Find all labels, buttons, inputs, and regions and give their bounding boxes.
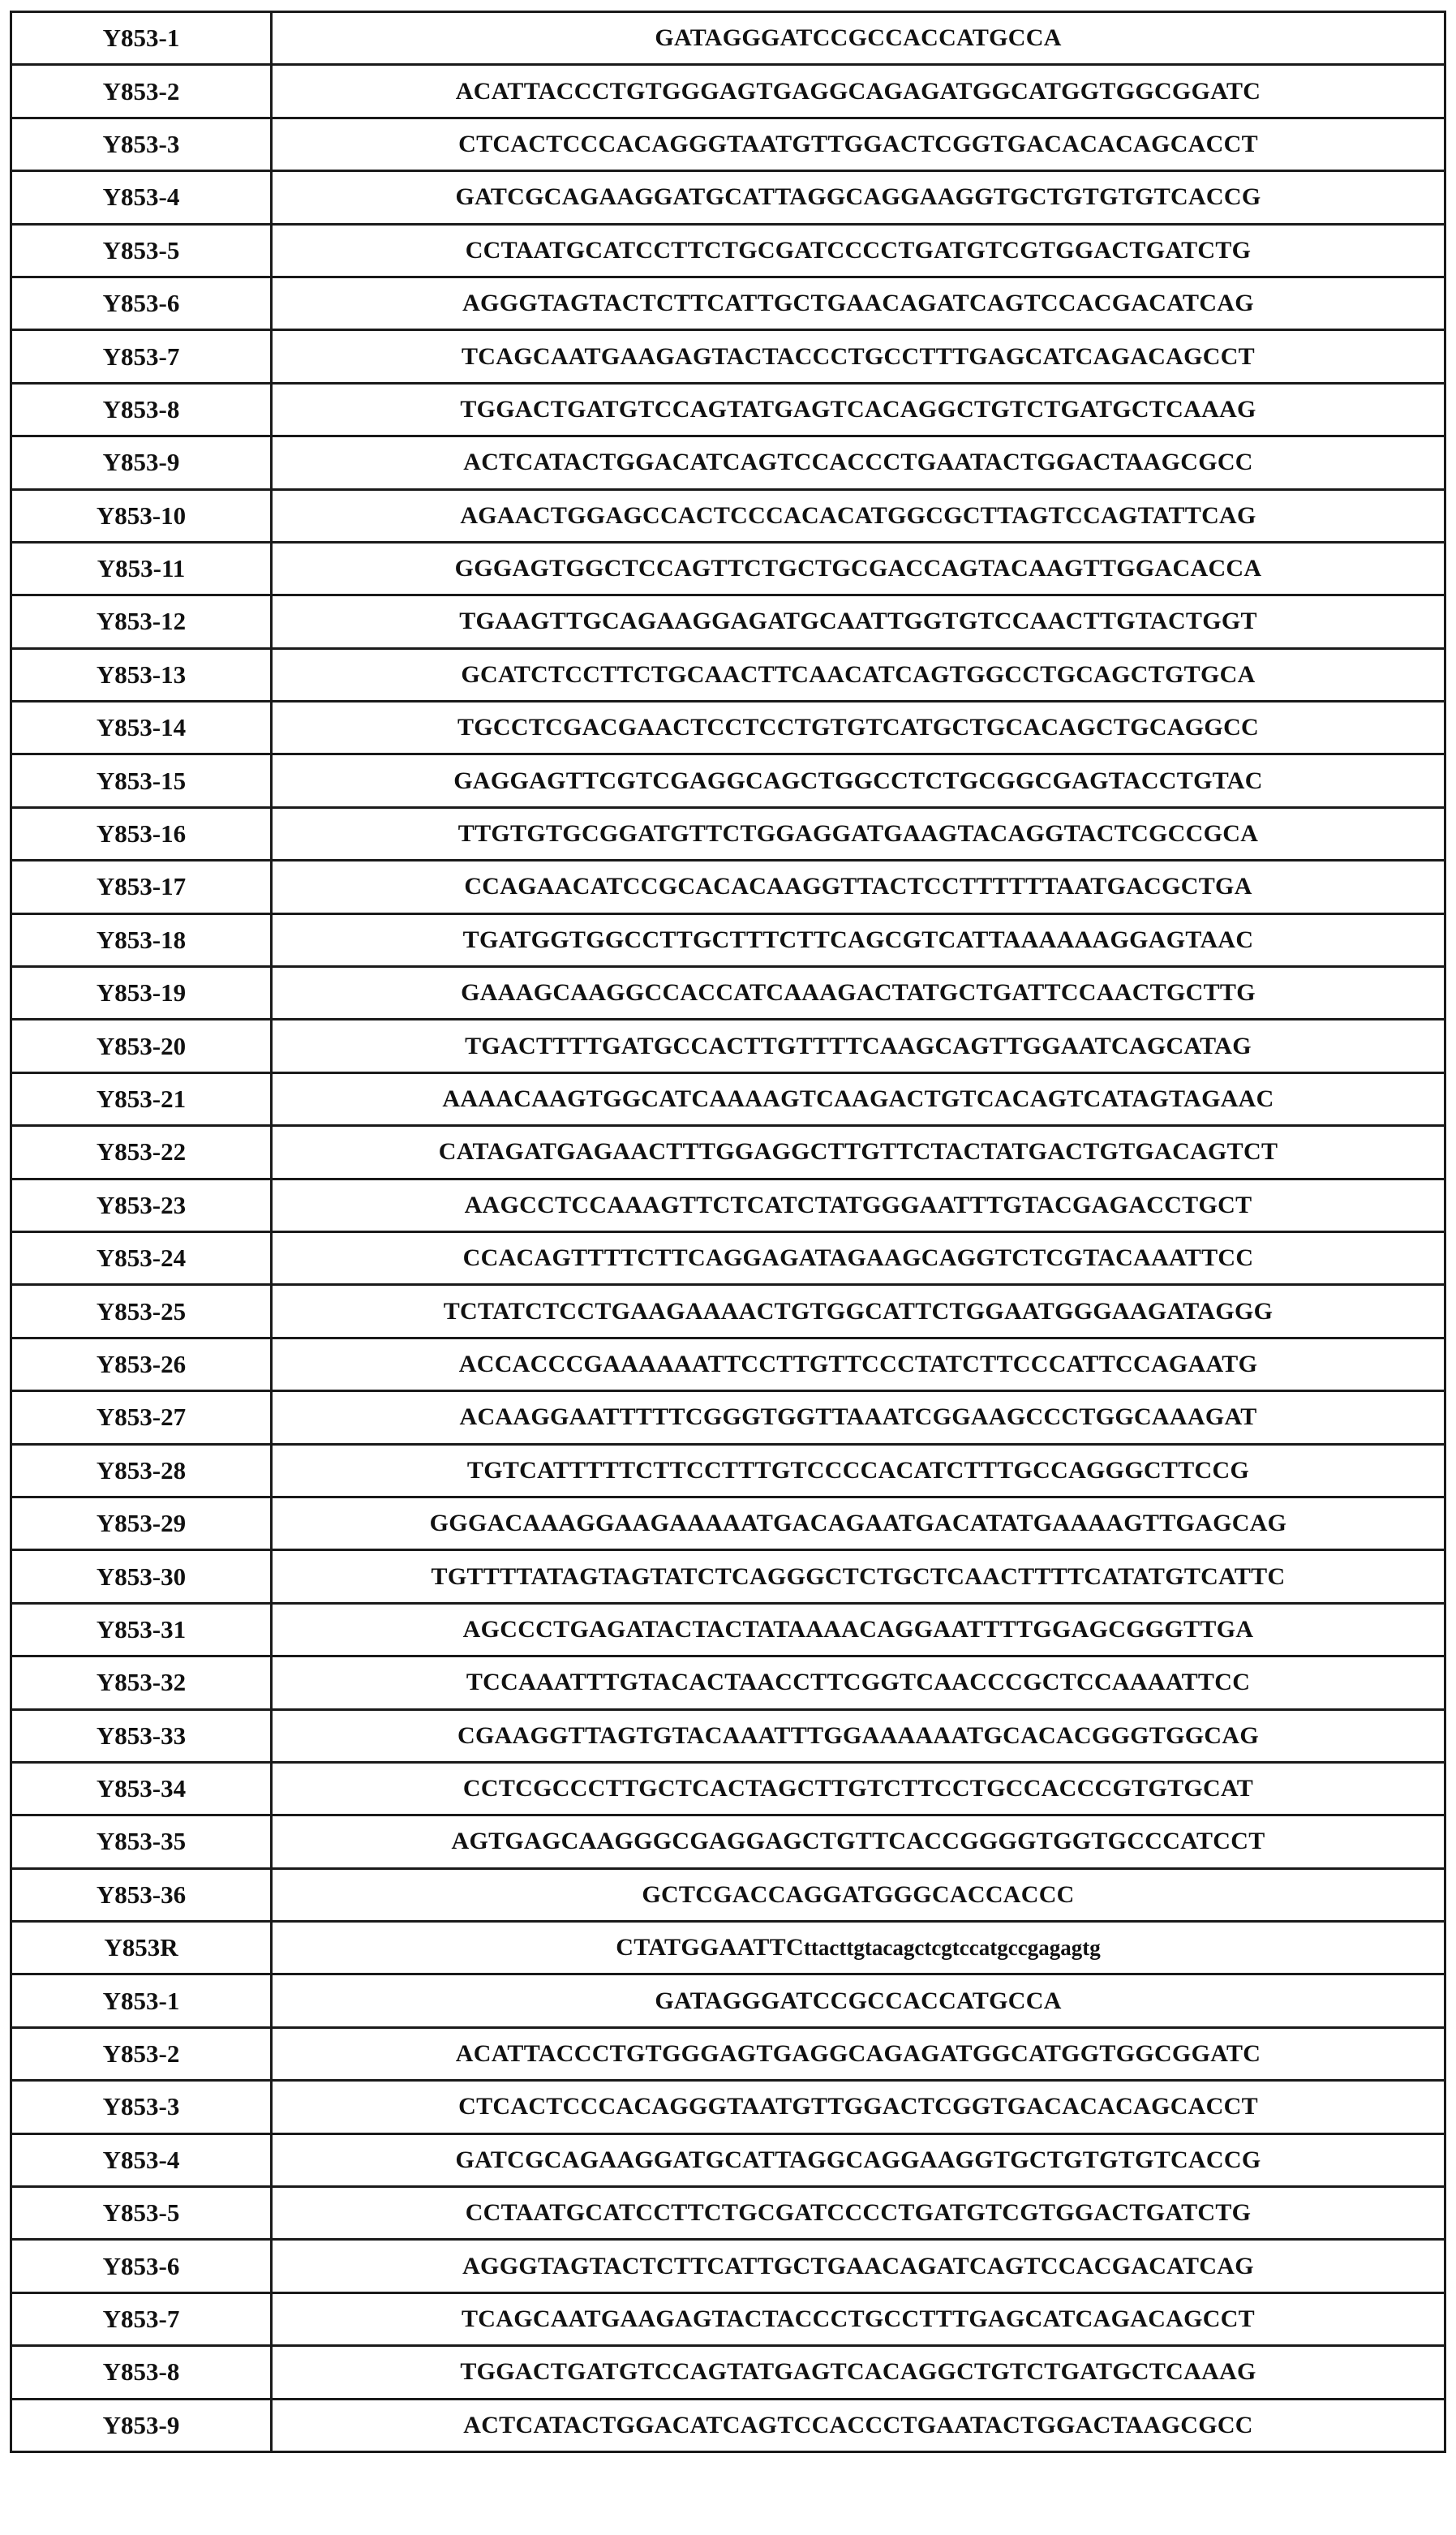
table-row	[11, 224, 1445, 277]
primer-sequence-cell	[272, 1709, 1445, 1762]
table-row	[11, 1338, 1445, 1390]
primer-sequence-cell	[272, 913, 1445, 966]
table-row	[11, 595, 1445, 648]
sequence-text: TCAGCAATGAAGAGTACTACCCTGCCTTTGAGCATCAGACAGCCT	[462, 342, 1255, 370]
primer-name-cell: Y853-1	[11, 12, 272, 65]
table-row	[11, 967, 1445, 1020]
table-row	[11, 489, 1445, 542]
sequence-lowercase-text: ttacttgtacagctcgtccatgccgagagtg	[803, 1936, 1101, 1961]
sequence-text: GCTCGACCAGGATGGGCACCACCC	[642, 1880, 1075, 1908]
primer-name-cell: Y853-7	[11, 2292, 272, 2345]
sequence-text: GGGAGTGGCTCCAGTTCTGCTGCGACCAGTACAAGTTGGACACCA	[454, 555, 1262, 582]
sequence-text: ACTCATACTGGACATCAGTCCACCCTGAATACTGGACTAAGCGCC	[463, 449, 1253, 476]
primer-sequence-cell	[272, 1603, 1445, 1656]
table-row	[11, 542, 1445, 595]
primer-sequence-cell	[272, 12, 1445, 65]
table-row	[11, 12, 1445, 65]
primer-sequence-cell	[272, 542, 1445, 595]
primer-name-cell: Y853-2	[11, 65, 272, 118]
primer-name-cell: Y853-28	[11, 1444, 272, 1497]
table-row	[11, 2027, 1445, 2080]
table-row	[11, 754, 1445, 807]
primer-sequence-cell	[272, 1179, 1445, 1231]
sequence-text: GATAGGGATCCGCCACCATGCCA	[655, 24, 1062, 52]
primer-name-cell: Y853R	[11, 1922, 272, 1974]
sequence-text: TCTATCTCCTGAAGAAAACTGTGGCATTCTGGAATGGGAAGATAGGG	[443, 1297, 1273, 1325]
primer-name-cell: Y853-6	[11, 2240, 272, 2292]
sequence-text: TTGTGTGCGGATGTTCTGGAGGATGAAGTACAGGTACTCGCCGCA	[457, 820, 1259, 848]
sequence-text: CTATGGAATTC	[616, 1934, 804, 1961]
primer-sequence-cell	[272, 1922, 1445, 1974]
primer-name-cell: Y853-34	[11, 1762, 272, 1815]
table-row	[11, 2240, 1445, 2292]
primer-sequence-cell	[272, 2027, 1445, 2080]
primer-name-cell: Y853-35	[11, 1815, 272, 1868]
table-row	[11, 277, 1445, 329]
primer-name-cell: Y853-5	[11, 2187, 272, 2240]
primer-sequence-cell	[272, 2292, 1445, 2345]
table-row	[11, 65, 1445, 118]
primer-name-cell: Y853-30	[11, 1550, 272, 1603]
sequence-text: CCACAGTTTTCTTCAGGAGATAGAAGCAGGTCTCGTACAAATTCC	[462, 1244, 1254, 1272]
table-row	[11, 1815, 1445, 1868]
table-row	[11, 2081, 1445, 2133]
table-row	[11, 118, 1445, 170]
primer-table-body	[11, 12, 1445, 2452]
primer-name-cell: Y853-1	[11, 1974, 272, 2027]
sequence-text: CTCACTCCCACAGGGTAATGTTGGACTCGGTGACACACAGCACCT	[458, 2093, 1258, 2120]
table-row	[11, 1072, 1445, 1125]
table-row	[11, 1868, 1445, 1921]
sequence-text: TGAAGTTGCAGAAGGAGATGCAATTGGTGTCCAACTTGTACTGGT	[459, 608, 1257, 635]
sequence-text: CCTCGCCCTTGCTCACTAGCTTGTCTTCCTGCCACCCGTGTGCAT	[462, 1775, 1254, 1802]
primer-name-cell: Y853-32	[11, 1656, 272, 1709]
table-row	[11, 1497, 1445, 1549]
sequence-text: GATCGCAGAAGGATGCATTAGGCAGGAAGGTGCTGTGTGTCACCG	[455, 183, 1261, 211]
table-row	[11, 1550, 1445, 1603]
sequence-text: TGTTTTATAGTAGTATCTCAGGGCTCTGCTCAACTTTTCATATGTCATTC	[431, 1562, 1286, 1590]
sequence-text: TGGACTGATGTCCAGTATGAGTCACAGGCTGTCTGATGCTCAAAG	[460, 395, 1256, 423]
primer-sequence-cell	[272, 967, 1445, 1020]
primer-name-cell: Y853-27	[11, 1391, 272, 1444]
table-row	[11, 1444, 1445, 1497]
table-row	[11, 1603, 1445, 1656]
primer-name-cell: Y853-3	[11, 118, 272, 170]
table-row	[11, 1391, 1445, 1444]
primer-sequence-table	[10, 11, 1446, 2453]
sequence-text: CGAAGGTTAGTGTACAAATTTGGAAAAAATGCACACGGGTGGCAG	[457, 1721, 1259, 1749]
sequence-text: ACTCATACTGGACATCAGTCCACCCTGAATACTGGACTAAGCGCC	[463, 2411, 1253, 2438]
primer-name-cell: Y853-21	[11, 1072, 272, 1125]
table-row	[11, 383, 1445, 436]
sequence-text: TGACTTTTGATGCCACTTGTTTTCAAGCAGTTGGAATCAGCATAG	[465, 1032, 1252, 1059]
sequence-text: AGGGTAGTACTCTTCATTGCTGAACAGATCAGTCCACGACATCAG	[462, 290, 1254, 317]
sequence-text: AAAACAAGTGGCATCAAAAGTCAAGACTGTCACAGTCATAGTAGAAC	[442, 1085, 1274, 1112]
primer-name-cell: Y853-23	[11, 1179, 272, 1231]
primer-sequence-cell	[272, 436, 1445, 489]
sequence-text: GATAGGGATCCGCCACCATGCCA	[655, 1987, 1062, 2014]
primer-name-cell: Y853-10	[11, 489, 272, 542]
sequence-text: ACATTACCCTGTGGGAGTGAGGCAGAGATGGCATGGTGGCGGATC	[455, 2040, 1261, 2068]
table-row	[11, 1709, 1445, 1762]
table-row	[11, 1126, 1445, 1179]
table-row	[11, 330, 1445, 383]
primer-sequence-cell	[272, 1285, 1445, 1338]
sequence-text: TCAGCAATGAAGAGTACTACCCTGCCTTTGAGCATCAGACAGCCT	[462, 2305, 1255, 2332]
primer-name-cell: Y853-24	[11, 1231, 272, 1284]
primer-sequence-cell	[272, 65, 1445, 118]
primer-name-cell: Y853-19	[11, 967, 272, 1020]
sequence-text: AGAACTGGAGCCACTCCCACACATGGCGCTTAGTCCAGTATTCAG	[460, 501, 1256, 529]
primer-name-cell: Y853-2	[11, 2027, 272, 2080]
primer-name-cell: Y853-20	[11, 1020, 272, 1072]
primer-name-cell: Y853-16	[11, 807, 272, 860]
primer-name-cell: Y853-17	[11, 861, 272, 913]
primer-sequence-cell	[272, 118, 1445, 170]
table-row	[11, 913, 1445, 966]
primer-sequence-cell	[272, 648, 1445, 701]
primer-sequence-cell	[272, 330, 1445, 383]
table-row	[11, 2292, 1445, 2345]
table-row	[11, 1020, 1445, 1072]
primer-name-cell: Y853-8	[11, 2346, 272, 2399]
primer-name-cell: Y853-36	[11, 1868, 272, 1921]
table-row	[11, 861, 1445, 913]
sequence-text: CTCACTCCCACAGGGTAATGTTGGACTCGGTGACACACAGCACCT	[458, 130, 1258, 157]
primer-name-cell: Y853-11	[11, 542, 272, 595]
table-row	[11, 2133, 1445, 2186]
primer-name-cell: Y853-6	[11, 277, 272, 329]
sequence-text: AGTGAGCAAGGGCGAGGAGCTGTTCACCGGGGTGGTGCCCATCCT	[451, 1828, 1265, 1855]
sequence-text: TGCCTCGACGAACTCCTCCTGTGTCATGCTGCACAGCTGCAGGCC	[457, 714, 1260, 741]
primer-name-cell: Y853-26	[11, 1338, 272, 1390]
sequence-text: TCCAAATTTGTACACTAACCTTCGGTCAACCCGCTCCAAAATTCC	[466, 1669, 1251, 1696]
primer-sequence-cell	[272, 807, 1445, 860]
sequence-text: GGGACAAAGGAAGAAAAATGACAGAATGACATATGAAAAGTTGAGCAG	[429, 1510, 1287, 1537]
primer-sequence-cell	[272, 2346, 1445, 2399]
primer-sequence-cell	[272, 861, 1445, 913]
table-row	[11, 171, 1445, 224]
primer-sequence-cell	[272, 702, 1445, 754]
primer-name-cell: Y853-15	[11, 754, 272, 807]
primer-name-cell: Y853-9	[11, 436, 272, 489]
primer-name-cell: Y853-4	[11, 2133, 272, 2186]
primer-sequence-cell	[272, 383, 1445, 436]
primer-name-cell: Y853-12	[11, 595, 272, 648]
primer-sequence-cell	[272, 1072, 1445, 1125]
primer-name-cell: Y853-18	[11, 913, 272, 966]
sequence-text: AGCCCTGAGATACTACTATAAAACAGGAATTTTGGAGCGGGTTGA	[462, 1615, 1254, 1643]
primer-sequence-cell	[272, 1656, 1445, 1709]
primer-name-cell: Y853-4	[11, 171, 272, 224]
table-row	[11, 436, 1445, 489]
primer-sequence-cell	[272, 754, 1445, 807]
primer-name-cell: Y853-9	[11, 2399, 272, 2451]
primer-sequence-cell	[272, 595, 1445, 648]
table-row	[11, 2187, 1445, 2240]
primer-name-cell: Y853-25	[11, 1285, 272, 1338]
sequence-text: AAGCCTCCAAAGTTCTCATCTATGGGAATTTGTACGAGACCTGCT	[464, 1191, 1252, 1218]
primer-sequence-cell	[272, 1126, 1445, 1179]
table-row	[11, 807, 1445, 860]
table-row	[11, 2399, 1445, 2451]
primer-sequence-cell	[272, 1338, 1445, 1390]
primer-name-cell: Y853-14	[11, 702, 272, 754]
table-row	[11, 1285, 1445, 1338]
primer-name-cell: Y853-5	[11, 224, 272, 277]
table-row	[11, 702, 1445, 754]
sequence-text: TGTCATTTTTCTTCCTTTGTCCCCACATCTTTGCCAGGGCTTCCG	[466, 1456, 1250, 1484]
sequence-text: TGATGGTGGCCTTGCTTTCTTCAGCGTCATTAAAAAAGGAGTAAC	[462, 926, 1254, 953]
primer-sequence-cell	[272, 1550, 1445, 1603]
primer-sequence-cell	[272, 2399, 1445, 2451]
primer-name-cell: Y853-22	[11, 1126, 272, 1179]
sequence-text: GATCGCAGAAGGATGCATTAGGCAGGAAGGTGCTGTGTGTCACCG	[455, 2146, 1261, 2173]
primer-name-cell: Y853-31	[11, 1603, 272, 1656]
primer-sequence-cell	[272, 224, 1445, 277]
sequence-text: CCAGAACATCCGCACACAAGGTTACTCCTTTTTTAATGACGCTGA	[464, 873, 1252, 900]
primer-name-cell: Y853-13	[11, 648, 272, 701]
primer-sequence-cell	[272, 489, 1445, 542]
primer-name-cell: Y853-7	[11, 330, 272, 383]
primer-sequence-cell	[272, 1020, 1445, 1072]
primer-sequence-cell	[272, 1868, 1445, 1921]
sequence-text: GCATCTCCTTCTGCAACTTCAACATCAGTGGCCTGCAGCTGTGCA	[461, 660, 1256, 688]
sequence-text: GAGGAGTTCGTCGAGGCAGCTGGCCTCTGCGGCGAGTACCTGTAC	[453, 767, 1263, 794]
primer-sequence-cell	[272, 1974, 1445, 2027]
primer-sequence-cell	[272, 1497, 1445, 1549]
primer-sequence-cell	[272, 2081, 1445, 2133]
primer-name-cell: Y853-8	[11, 383, 272, 436]
sequence-text: CATAGATGAGAACTTTGGAGGCTTGTTCTACTATGACTGTGACAGTCT	[438, 1138, 1278, 1166]
primer-sequence-cell	[272, 1762, 1445, 1815]
primer-sequence-cell	[272, 1444, 1445, 1497]
sequence-text: TGGACTGATGTCCAGTATGAGTCACAGGCTGTCTGATGCTCAAAG	[460, 2358, 1256, 2386]
table-row	[11, 1974, 1445, 2027]
table-row	[11, 2346, 1445, 2399]
sequence-text: ACCACCCGAAAAAATTCCTTGTTCCCTATCTTCCCATTCCAGAATG	[458, 1350, 1258, 1377]
table-row	[11, 1656, 1445, 1709]
sequence-text: ACAAGGAATTTTTCGGGTGGTTAAATCGGAAGCCCTGGCAAAGAT	[459, 1403, 1257, 1431]
primer-name-cell: Y853-33	[11, 1709, 272, 1762]
table-row	[11, 1179, 1445, 1231]
sequence-text: GAAAGCAAGGCCACCATCAAAGACTATGCTGATTCCAACTGCTTG	[461, 979, 1256, 1007]
table-row	[11, 1762, 1445, 1815]
primer-sequence-cell	[272, 2240, 1445, 2292]
table-row	[11, 648, 1445, 701]
sequence-text: AGGGTAGTACTCTTCATTGCTGAACAGATCAGTCCACGACATCAG	[462, 2252, 1254, 2279]
primer-sequence-cell	[272, 2187, 1445, 2240]
table-row	[11, 1231, 1445, 1284]
primer-sequence-cell	[272, 171, 1445, 224]
primer-sequence-cell	[272, 1231, 1445, 1284]
sequence-text: ACATTACCCTGTGGGAGTGAGGCAGAGATGGCATGGTGGCGGATC	[455, 77, 1261, 105]
sequence-text: CCTAATGCATCCTTCTGCGATCCCCTGATGTCGTGGACTGATCTG	[465, 2199, 1252, 2227]
primer-name-cell: Y853-29	[11, 1497, 272, 1549]
primer-name-cell: Y853-3	[11, 2081, 272, 2133]
primer-sequence-cell	[272, 277, 1445, 329]
primer-sequence-cell	[272, 1815, 1445, 1868]
sequence-text: CCTAATGCATCCTTCTGCGATCCCCTGATGTCGTGGACTGATCTG	[465, 236, 1252, 264]
table-row	[11, 1922, 1445, 1974]
primer-sequence-cell	[272, 2133, 1445, 2186]
primer-sequence-cell	[272, 1391, 1445, 1444]
